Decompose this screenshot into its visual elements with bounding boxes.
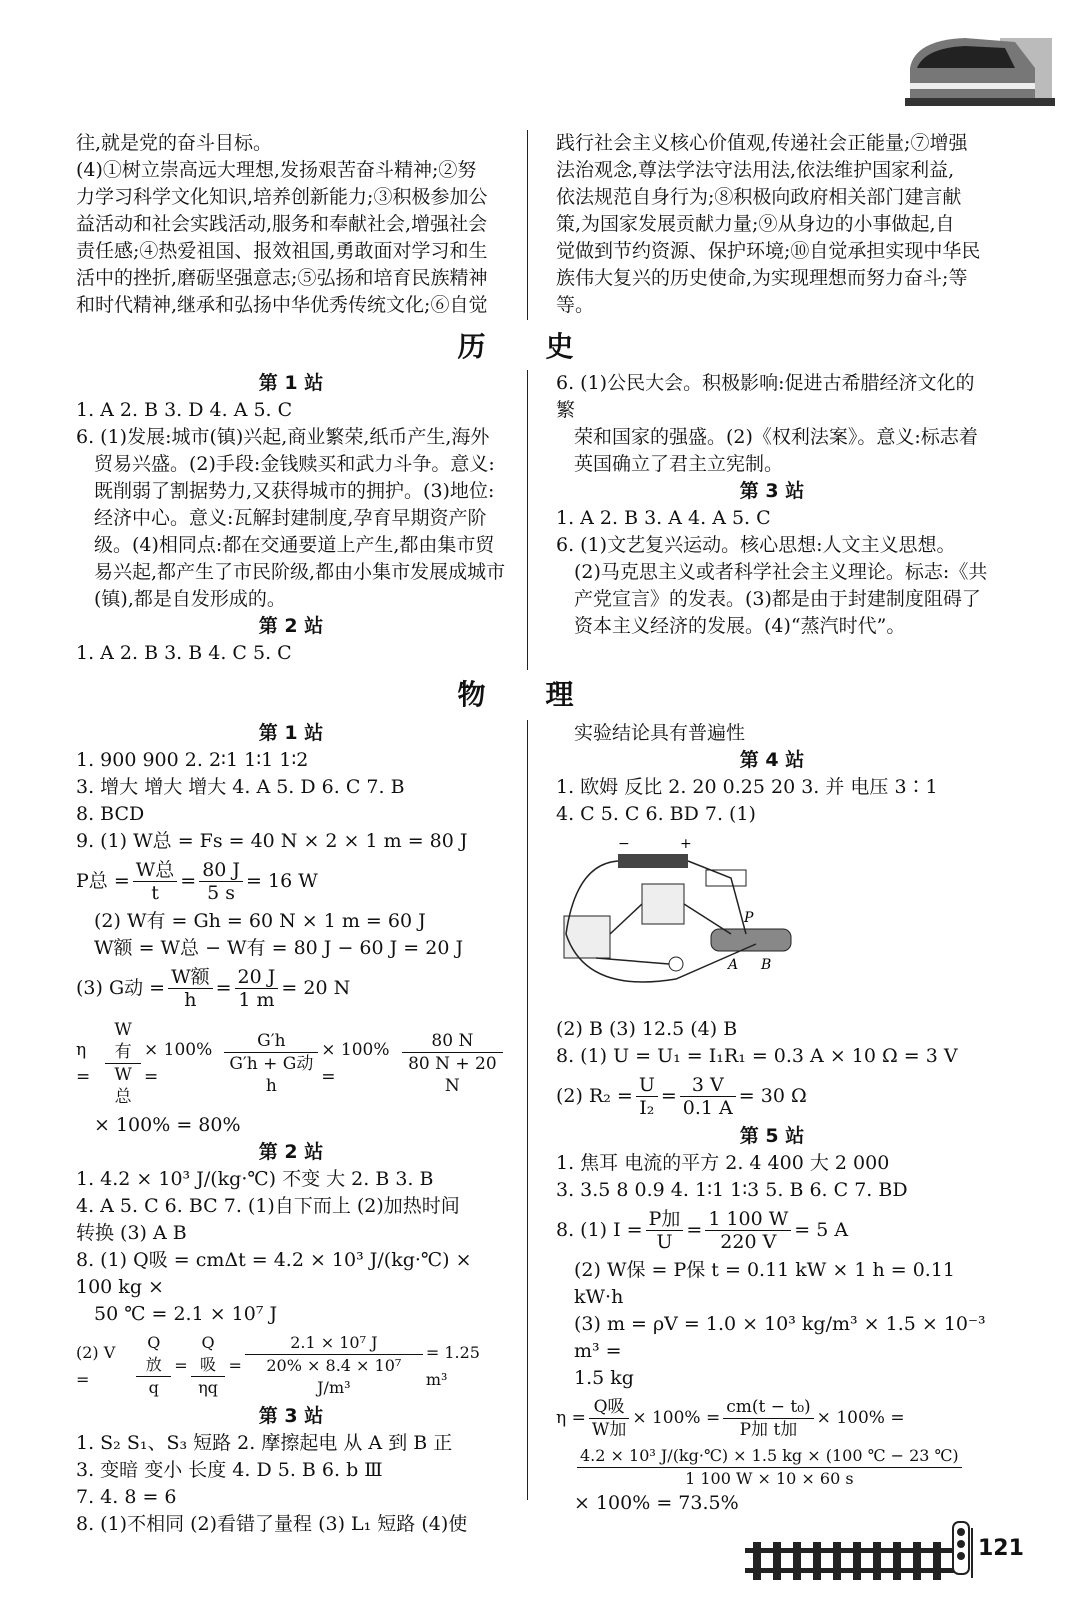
text-line: 产党宣言》的发表。(3)都是由于封建制度阻碍了 [574, 588, 981, 610]
numerator: W有 [105, 1019, 141, 1064]
text-line: 英国确立了君主立宪制。 [574, 453, 784, 475]
denominator: 220 V [720, 1231, 777, 1253]
text-line: × 100% = 80% [94, 1114, 241, 1136]
text-line: 6. (1)文艺复兴运动。核心思想:人文主义思想。 [556, 534, 956, 556]
denominator: 80 N + 20 N [408, 1054, 497, 1096]
volume-equation [76, 1328, 506, 1403]
numerator: Q吸 [589, 1396, 629, 1419]
station-heading: 第 2 站 [258, 1141, 324, 1163]
numerator: cm(t − t₀) [723, 1396, 813, 1419]
station-heading: 第 1 站 [258, 722, 324, 744]
numerator: 1 100 W [705, 1208, 791, 1231]
text-line: 3. 增大 增大 增大 4. A 5. D 6. C 7. B [76, 776, 405, 798]
efficiency-equation [76, 1015, 506, 1112]
text-line: 1.5 kg [574, 1367, 634, 1389]
text-line: 既削弱了割据势力,又获得城市的拥护。(3)地位: [94, 480, 495, 502]
fraction [224, 1030, 318, 1097]
eq-lhs: (3) G动 = [76, 977, 166, 999]
eq-sign: = [660, 1085, 677, 1107]
power-equation [76, 855, 506, 908]
eq-lhs: η = [76, 1039, 91, 1087]
physics-right-column [556, 720, 988, 1517]
denominator: G′h + G动 h [229, 1054, 314, 1096]
eq-text: × 100% = [632, 1408, 721, 1428]
fraction [402, 1030, 503, 1097]
denominator: h [184, 989, 197, 1011]
rail-track-decoration [745, 1518, 1085, 1588]
terminal-label-a: A [728, 957, 739, 973]
station-heading: 第 5 站 [739, 1125, 805, 1147]
text-line: (3) m = ρV = 1.0 × 10³ kg/m³ × 1.5 × 10⁻³ m³ = [574, 1313, 986, 1362]
denominator: t [151, 882, 159, 904]
numerator: 20 J [235, 966, 279, 989]
fraction [705, 1208, 791, 1253]
text-line: 8. BCD [76, 803, 145, 825]
eq-result: = 5 A [794, 1219, 849, 1241]
fraction [136, 1332, 171, 1399]
station-heading: 第 4 站 [739, 749, 805, 771]
slider-label-p: P [744, 910, 754, 926]
text-line: (2) W保 = P保 t = 0.11 kW × 1 h = 0.11 kW·h [574, 1259, 955, 1308]
numerator: Q放 [136, 1332, 171, 1377]
heater-efficiency-fraction [556, 1445, 988, 1490]
fraction [577, 1445, 962, 1490]
fraction [723, 1396, 813, 1441]
eq-text: × 100% = [144, 1039, 213, 1087]
denominator: q [148, 1378, 159, 1397]
text-line: 力学习科学文化知识,培养创新能力;③积极参加公 [76, 186, 488, 208]
text-line: 1. 欧姆 反比 2. 20 0.25 20 3. 并 电压 3∶1 [556, 776, 938, 798]
fraction [245, 1332, 423, 1399]
denominator: W总 [114, 1065, 132, 1107]
text-line: 6. (1)发展:城市(镇)兴起,商业繁荣,纸币产生,海外 [76, 426, 490, 448]
text-line: 4. A 5. C 6. BC 7. (1)自下而上 (2)加热时间 [76, 1195, 460, 1217]
fraction [646, 1208, 684, 1253]
text-line: 6. (1)公民大会。积极影响:促进古希腊经济文化的繁 [556, 372, 975, 421]
station-heading: 第 2 站 [258, 615, 324, 637]
text-line: (2)马克思主义或者科学社会主义理论。标志:《共 [574, 561, 988, 583]
text-line: 族伟大复兴的历史使命,为实现理想而努力奋斗;等 [556, 267, 968, 289]
denominator: 5 s [207, 882, 236, 904]
fraction [235, 966, 279, 1011]
text-line: 级。(4)相同点:都在交通要道上产生,都由集市贸 [94, 534, 495, 556]
denominator: W加 [591, 1420, 627, 1440]
column-divider [527, 370, 528, 670]
station-heading: 第 3 站 [739, 480, 805, 502]
text-line: × 100% = 73.5% [574, 1492, 739, 1514]
eq-text: × 100% = [321, 1039, 390, 1087]
eq-sign: = [686, 1219, 703, 1241]
text-line: 责任感;④热爱祖国、报效祖国,勇敢面对学习和生 [76, 240, 488, 262]
page-number: 121 [978, 1536, 1024, 1561]
eq-sign: = [228, 1356, 242, 1375]
text-line: 50 ℃ = 2.1 × 10⁷ J [94, 1303, 278, 1325]
numerator: W总 [133, 859, 178, 882]
text-line: 和时代精神,继承和弘扬中华优秀传统文化;⑥自觉 [76, 294, 488, 316]
fraction [680, 1074, 736, 1119]
text-line: 觉做到节约资源、保护环境;⑩自觉承担实现中华民 [556, 240, 981, 262]
fraction [168, 966, 213, 1011]
text-line: 3. 3.5 8 0.9 4. 1∶1 1∶3 5. B 6. C 7. BD [556, 1179, 908, 1201]
eq-sign: = [174, 1356, 188, 1375]
history-title: 历史 [457, 330, 634, 363]
top-right-column [556, 130, 988, 319]
text-line: 1. S₂ S₁、S₃ 短路 2. 摩擦起电 从 A 到 B 正 [76, 1432, 453, 1454]
circuit-diagram [556, 834, 816, 1004]
history-left-column [76, 370, 506, 667]
fraction [191, 1332, 226, 1399]
numerator: W额 [168, 966, 213, 989]
rheostat [711, 929, 791, 951]
text-line: 1. 4.2 × 10³ J/(kg·℃) 不变 大 2. B 3. B [76, 1168, 434, 1190]
eq-text: × 100% = [816, 1408, 905, 1428]
text-line: (镇),都是自发形成的。 [94, 588, 286, 610]
text-line: 3. 变暗 变小 长度 4. D 5. B 6. b Ⅲ [76, 1459, 383, 1481]
text-line: (4)①树立崇高远大理想,发扬艰苦奋斗精神;②努 [76, 159, 477, 181]
numerator: 4.2 × 10³ J/(kg·℃) × 1.5 kg × (100 ℃ − 23 ℃) [577, 1445, 962, 1468]
text-line: 易兴起,都产生了市民阶级,都由小集市发展成城市 [94, 561, 506, 583]
text-line: 9. (1) W总 = Fs = 40 N × 2 × 1 m = 80 J [76, 830, 468, 852]
text-line: 活中的挫折,磨砺坚强意志;⑤弘扬和培育民族精神 [76, 267, 488, 289]
heater-efficiency-equation [556, 1392, 988, 1445]
eq-lhs: η = [556, 1408, 586, 1428]
fraction [636, 1074, 658, 1119]
ammeter [564, 916, 610, 958]
text-line: 益活动和社会实践活动,服务和奉献社会,增强社会 [76, 213, 488, 235]
eq-lhs: P总 = [76, 870, 130, 892]
text-line: 策,为国家发展贡献力量;⑨从身边的小事做起,自 [556, 213, 955, 235]
text-line: 荣和国家的强盛。(2)《权利法案》。意义:标志着 [574, 426, 978, 448]
fraction [589, 1396, 629, 1441]
train-illustration [905, 28, 1055, 108]
text-line: 等。 [556, 294, 595, 316]
top-left-column [76, 130, 506, 319]
denominator: U [656, 1231, 673, 1253]
eq-lhs: 8. (1) I = [556, 1219, 643, 1241]
denominator: 1 100 W × 10 × 60 s [685, 1469, 854, 1488]
physics-left-column [76, 720, 506, 1538]
denominator: I₂ [639, 1097, 655, 1119]
weight-equation [76, 962, 506, 1015]
station-heading: 第 3 站 [258, 1405, 324, 1427]
battery-plus-label: + [680, 836, 692, 852]
text-line: 法治观念,尊法学法守法用法,依法维护国家利益, [556, 159, 955, 181]
fraction [199, 859, 243, 904]
text-line: 践行社会主义核心价值观,传递社会正能量;⑦增强 [556, 132, 968, 154]
numerator: 80 N [402, 1030, 503, 1053]
voltmeter [642, 884, 684, 924]
text-line: 1. 900 900 2. 2∶1 1∶1 1∶2 [76, 749, 309, 771]
numerator: 80 J [199, 859, 243, 882]
text-line: 往,就是党的奋斗目标。 [76, 132, 273, 154]
eq-lhs: (2) V = [76, 1342, 116, 1389]
denominator: 1 m [238, 989, 275, 1011]
denominator: 20% × 8.4 × 10⁷ J/m³ [266, 1356, 402, 1397]
switch [706, 870, 746, 886]
history-right-column [556, 370, 988, 640]
eq-result: = 16 W [246, 870, 318, 892]
text-line: 8. (1)不相同 (2)看错了量程 (3) L₁ 短路 (4)使 [76, 1513, 468, 1535]
eq-sign: = [215, 977, 232, 999]
denominator: ηq [198, 1378, 218, 1397]
current-equation [556, 1204, 988, 1257]
eq-sign: = [180, 870, 197, 892]
text-line: 依法规范自身行为;⑧积极向政府相关部门建言献 [556, 186, 962, 208]
station-heading: 第 1 站 [258, 372, 324, 394]
denominator: P加 t加 [739, 1420, 798, 1440]
bulb [669, 957, 683, 971]
terminal-label-b: B [761, 957, 772, 973]
eq-lhs: (2) R₂ = [556, 1085, 633, 1107]
text-line: 转换 (3) A B [76, 1222, 187, 1244]
text-line: 8. (1) Q吸 = cmΔt = 4.2 × 10³ J/(kg·℃) × 100 kg × [76, 1249, 472, 1298]
numerator: G′h [224, 1030, 318, 1053]
text-line: 7. 4. 8 = 6 [76, 1486, 177, 1508]
text-line: 资本主义经济的发展。(4)“蒸汽时代”。 [574, 615, 906, 637]
text-line: 1. A 2. B 3. D 4. A 5. C [76, 399, 293, 421]
denominator: 0.1 A [682, 1097, 733, 1119]
text-line: 贸易兴盛。(2)手段:金钱赎买和武力斗争。意义: [94, 453, 495, 475]
numerator: U [636, 1074, 658, 1097]
fraction [105, 1019, 141, 1108]
text-line: 1. A 2. B 3. B 4. C 5. C [76, 642, 292, 664]
numerator: 2.1 × 10⁷ J [245, 1332, 423, 1355]
column-divider [527, 130, 528, 320]
text-line: (2) B (3) 12.5 (4) B [556, 1018, 738, 1040]
battery [618, 854, 688, 868]
text-line: 4. C 5. C 6. BD 7. (1) [556, 803, 756, 825]
text-line: 1. 焦耳 电流的平方 2. 4 400 大 2 000 [556, 1152, 890, 1174]
numerator: Q吸 [191, 1332, 226, 1377]
resistance-equation [556, 1070, 988, 1123]
physics-title: 物理 [457, 678, 634, 711]
column-divider [527, 720, 528, 1500]
text-line: 8. (1) U = U₁ = I₁R₁ = 0.3 A × 10 Ω = 3 V [556, 1045, 958, 1067]
numerator: 3 V [680, 1074, 736, 1097]
text-line: 经济中心。意义:瓦解封建制度,孕育早期资产阶 [94, 507, 487, 529]
numerator: P加 [646, 1208, 684, 1231]
text-line: 实验结论具有普遍性 [574, 722, 746, 744]
fraction [133, 859, 178, 904]
text-line: (2) W有 = Gh = 60 N × 1 m = 60 J [94, 910, 426, 932]
eq-result: = 30 Ω [738, 1085, 807, 1107]
eq-result: = 20 N [281, 977, 351, 999]
battery-minus-label: − [618, 836, 630, 852]
text-line: W额 = W总 − W有 = 80 J − 60 J = 20 J [94, 937, 464, 959]
text-line: 1. A 2. B 3. A 4. A 5. C [556, 507, 771, 529]
eq-result: = 1.25 m³ [425, 1342, 480, 1389]
